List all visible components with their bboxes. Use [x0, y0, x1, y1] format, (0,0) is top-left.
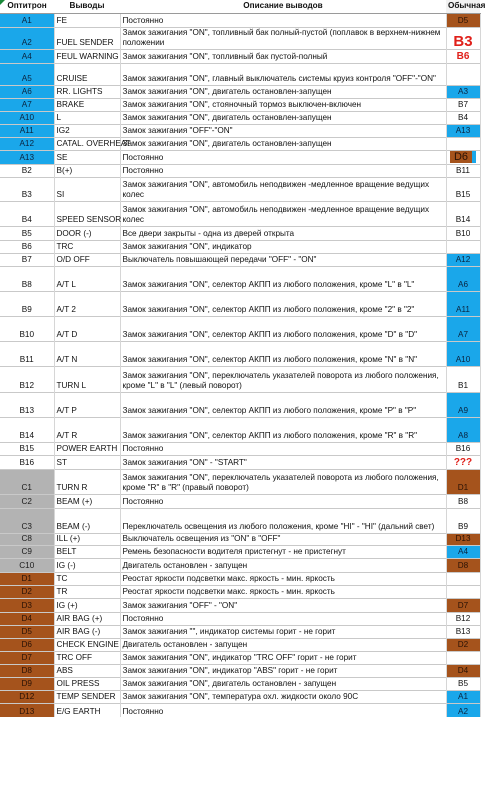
- pin-cell: D2: [0, 585, 54, 598]
- pin-cell: D12: [0, 690, 54, 703]
- table-row: [0, 316, 480, 341]
- wire-cell: IG2: [54, 124, 120, 137]
- table-row: [0, 341, 480, 366]
- standard-pin-cell: B13: [446, 625, 480, 638]
- table-row: [0, 455, 480, 469]
- table-row: [0, 651, 480, 664]
- table-row: [0, 469, 480, 494]
- pin-cell: B4: [0, 201, 54, 226]
- description-cell: Постоянно: [120, 150, 446, 164]
- pin-cell: A13: [0, 150, 54, 164]
- table-row: [0, 253, 480, 266]
- pin-cell: B5: [0, 226, 54, 240]
- pin-cell: B15: [0, 442, 54, 455]
- standard-pin-cell: [446, 63, 480, 85]
- description-cell: Замок зажигания "", индикатор системы горит - не горит: [120, 625, 446, 638]
- wire-cell: POWER EARTH: [54, 442, 120, 455]
- standard-pin-cell: B1: [446, 366, 480, 392]
- wire-cell: TC: [54, 572, 120, 585]
- pin-cell: D6: [0, 638, 54, 651]
- standard-pin-cell: A3: [446, 85, 480, 98]
- description-cell: Двигатель остановлен - запущен: [120, 638, 446, 651]
- description-cell: Постоянно: [120, 703, 446, 717]
- wire-cell: TRC OFF: [54, 651, 120, 664]
- standard-pin-cell: A2: [446, 703, 480, 717]
- description-cell: Замок зажигания "ON" - "START": [120, 455, 446, 469]
- table-row: [0, 13, 480, 27]
- description-cell: Постоянно: [120, 494, 446, 508]
- table-row: [0, 494, 480, 508]
- description-cell: Замок зажигания "ON", индикатор "ABS" горит - не горит: [120, 664, 446, 677]
- wire-cell: FEUL WARNING: [54, 49, 120, 63]
- table-row: [0, 150, 480, 164]
- wire-cell: CATAL. OVERHEAT: [54, 137, 120, 150]
- description-cell: Замок зажигания "ON", переключатель указателей поворота из любого положения, кроме "R" в "R" (правый поворот): [120, 469, 446, 494]
- table-row: [0, 164, 480, 177]
- wire-cell: SI: [54, 177, 120, 201]
- table-row: [0, 572, 480, 585]
- table-row: [0, 558, 480, 572]
- description-cell: Замок зажигания "ON", стояночный тормоз выключен-включен: [120, 98, 446, 111]
- header-pin: Оптитрон: [0, 0, 54, 13]
- standard-pin-cell: [446, 585, 480, 598]
- pin-cell: A12: [0, 137, 54, 150]
- pin-cell: C3: [0, 508, 54, 533]
- standard-pin-cell: A12: [446, 253, 480, 266]
- description-cell: Замок зажигания "ON", двигатель остановлен-запущен: [120, 85, 446, 98]
- standard-pin-cell: B9: [446, 508, 480, 533]
- pin-cell: B12: [0, 366, 54, 392]
- pin-cell: C10: [0, 558, 54, 572]
- pin-cell: B7: [0, 253, 54, 266]
- table-row: [0, 703, 480, 717]
- table-row: [0, 690, 480, 703]
- standard-pin-cell: D13: [446, 533, 480, 545]
- standard-pin-cell: [446, 150, 480, 164]
- standard-pin-cell: D4: [446, 664, 480, 677]
- wire-cell: IG (-): [54, 558, 120, 572]
- description-cell: Замок зажигания "ON", двигатель остановлен-запущен: [120, 111, 446, 124]
- standard-pin-cell: B10: [446, 226, 480, 240]
- wire-cell: AIR BAG (-): [54, 625, 120, 638]
- pin-cell: B6: [0, 240, 54, 253]
- standard-pin-cell: A9: [446, 392, 480, 417]
- table-row: [0, 27, 480, 49]
- wire-cell: IG (+): [54, 598, 120, 612]
- description-cell: Замок зажигания "ON", двигатель остановлен-запущен: [120, 137, 446, 150]
- description-cell: Замок зажигания "ON", индикатор: [120, 240, 446, 253]
- table-body: [0, 13, 480, 717]
- standard-pin-cell: A13: [446, 124, 480, 137]
- wire-cell: A/T P: [54, 392, 120, 417]
- wire-cell: CRUISE: [54, 63, 120, 85]
- table-row: [0, 638, 480, 651]
- table-row: [0, 137, 480, 150]
- table-row: [0, 124, 480, 137]
- wire-cell: TR: [54, 585, 120, 598]
- wire-cell: SE: [54, 150, 120, 164]
- standard-pin-cell: B6: [446, 49, 480, 63]
- standard-pin-cell: B11: [446, 164, 480, 177]
- description-cell: Замок зажигания "ON", двигатель остановлен - запущен: [120, 677, 446, 690]
- description-cell: Замок зажигания "ON", индикатор "TRC OFF" горит - не горит: [120, 651, 446, 664]
- standard-pin-cell: B14: [446, 201, 480, 226]
- standard-pin-cell: B5: [446, 677, 480, 690]
- table-row: [0, 266, 480, 291]
- pin-cell: B11: [0, 341, 54, 366]
- wire-cell: RR. LIGHTS: [54, 85, 120, 98]
- pin-cell: A6: [0, 85, 54, 98]
- description-cell: Замок зажигания "ON", селектор АКПП из любого положения, кроме "N" в "N": [120, 341, 446, 366]
- description-cell: Замок зажигания "ON", селектор АКПП из любого положения, кроме "2" в "2": [120, 291, 446, 316]
- pin-cell: A10: [0, 111, 54, 124]
- pin-cell: B3: [0, 177, 54, 201]
- pin-cell: A5: [0, 63, 54, 85]
- wire-cell: FE: [54, 13, 120, 27]
- standard-pin-cell: B15: [446, 177, 480, 201]
- description-cell: Выключатель повышающей передачи "OFF" - "ON": [120, 253, 446, 266]
- standard-pin-cell: [446, 572, 480, 585]
- table-row: [0, 63, 480, 85]
- pin-cell: A4: [0, 49, 54, 63]
- description-cell: Замок зажигания "ON", селектор АКПП из любого положения, кроме "L" в "L": [120, 266, 446, 291]
- header-obl: Обычная: [446, 0, 480, 13]
- standard-pin-cell: D2: [446, 638, 480, 651]
- pin-cell: D7: [0, 651, 54, 664]
- standard-pin-cell: B16: [446, 442, 480, 455]
- standard-pin-cell: B12: [446, 612, 480, 625]
- standard-pin-cell: A4: [446, 545, 480, 558]
- pin-cell: A11: [0, 124, 54, 137]
- standard-pin-cell: D1: [446, 469, 480, 494]
- description-cell: Постоянно: [120, 164, 446, 177]
- pin-cell: C9: [0, 545, 54, 558]
- table-row: [0, 49, 480, 63]
- header-desc: Описание выводов: [120, 0, 446, 13]
- standard-pin-cell: B4: [446, 111, 480, 124]
- description-cell: Реостат яркости подсветки макс. яркость - мин. яркость: [120, 572, 446, 585]
- table-row: [0, 442, 480, 455]
- wire-cell: SPEED SENSOR: [54, 201, 120, 226]
- table-row: [0, 585, 480, 598]
- wire-cell: CHECK ENGINE: [54, 638, 120, 651]
- header-wire: Выводы: [54, 0, 120, 13]
- wire-cell: A/T D: [54, 316, 120, 341]
- pin-cell: B8: [0, 266, 54, 291]
- standard-pin-cell: [446, 137, 480, 150]
- table-row: [0, 508, 480, 533]
- description-cell: Замок зажигания "ON", температура охл. жидкости около 90С: [120, 690, 446, 703]
- standard-pin-cell: A6: [446, 266, 480, 291]
- description-cell: Замок зажигания "ON", селектор АКПП из любого положения, кроме "P" в "P": [120, 392, 446, 417]
- table-row: [0, 240, 480, 253]
- description-cell: Замок зажигания "OFF"-"ON": [120, 124, 446, 137]
- table-row: [0, 612, 480, 625]
- standard-pin-cell: B3: [446, 27, 480, 49]
- description-cell: Реостат яркости подсветки макс. яркость - мин. яркость: [120, 585, 446, 598]
- wire-cell: TRC: [54, 240, 120, 253]
- pin-cell: D8: [0, 664, 54, 677]
- table-row: [0, 598, 480, 612]
- pin-cell: D13: [0, 703, 54, 717]
- standard-pin-cell: [446, 651, 480, 664]
- wire-cell: L: [54, 111, 120, 124]
- wire-cell: A/T L: [54, 266, 120, 291]
- table-row: [0, 392, 480, 417]
- description-cell: Замок зажигания "ON", автомобиль неподвижен -медленное вращение ведущих колес: [120, 201, 446, 226]
- wire-cell: O/D OFF: [54, 253, 120, 266]
- description-cell: Двигатель остановлен - запущен: [120, 558, 446, 572]
- wire-cell: A/T 2: [54, 291, 120, 316]
- standard-pin-highlight: D6: [450, 151, 476, 163]
- standard-pin-cell: ???: [446, 455, 480, 469]
- pin-cell: C1: [0, 469, 54, 494]
- standard-pin-cell: A7: [446, 316, 480, 341]
- wire-cell: E/G EARTH: [54, 703, 120, 717]
- pin-cell: B2: [0, 164, 54, 177]
- description-cell: Замок зажигания "ON", главный выключатель системы круиз контроля "OFF"-"ON": [120, 63, 446, 85]
- standard-pin-cell: D7: [446, 598, 480, 612]
- table-row: [0, 98, 480, 111]
- header-row: [0, 0, 480, 13]
- pin-cell: B10: [0, 316, 54, 341]
- table-row: [0, 625, 480, 638]
- pin-cell: C8: [0, 533, 54, 545]
- wire-cell: BELT: [54, 545, 120, 558]
- description-cell: Ремень безопасности водителя пристегнут - не пристегнут: [120, 545, 446, 558]
- pin-cell: D4: [0, 612, 54, 625]
- standard-pin-cell: A10: [446, 341, 480, 366]
- pin-cell: D3: [0, 598, 54, 612]
- wire-cell: TEMP SENDER: [54, 690, 120, 703]
- pin-cell: A2: [0, 27, 54, 49]
- table-row: [0, 417, 480, 442]
- wire-cell: BRAKE: [54, 98, 120, 111]
- wire-cell: FUEL SENDER: [54, 27, 120, 49]
- wire-cell: BEAM (+): [54, 494, 120, 508]
- wire-cell: BEAM (-): [54, 508, 120, 533]
- description-cell: Постоянно: [120, 442, 446, 455]
- description-cell: Замок зажигания "ON", топливный бак пустой-полный: [120, 49, 446, 63]
- description-cell: Постоянно: [120, 612, 446, 625]
- description-cell: Замок зажигания "ON", селектор АКПП из любого положения, кроме "R" в "R": [120, 417, 446, 442]
- table-row: [0, 545, 480, 558]
- pin-cell: C2: [0, 494, 54, 508]
- wire-cell: DOOR (-): [54, 226, 120, 240]
- wire-cell: A/T R: [54, 417, 120, 442]
- description-cell: Замок зажигания "ON", переключатель указателей поворота из любого положения, кроме "L" в "L" (левый поворот): [120, 366, 446, 392]
- standard-pin-cell: D5: [446, 13, 480, 27]
- pin-cell: A7: [0, 98, 54, 111]
- standard-pin-cell: D8: [446, 558, 480, 572]
- pin-cell: B9: [0, 291, 54, 316]
- standard-pin-cell: A11: [446, 291, 480, 316]
- description-cell: Замок зажигания "ON", топливный бак полный-пустой (поплавок в верхнем-нижнем положении: [120, 27, 446, 49]
- table-row: [0, 533, 480, 545]
- table-row: [0, 366, 480, 392]
- description-cell: Замок зажигания "OFF" - "ON": [120, 598, 446, 612]
- pin-cell: B13: [0, 392, 54, 417]
- description-cell: Постоянно: [120, 13, 446, 27]
- corner-marker-icon: [0, 0, 5, 5]
- wire-cell: AIR BAG (+): [54, 612, 120, 625]
- description-cell: Замок зажигания "ON", автомобиль неподвижен -медленное вращение ведущих колес: [120, 177, 446, 201]
- table-row: [0, 677, 480, 690]
- pin-cell: D5: [0, 625, 54, 638]
- description-cell: Переключатель освещения из любого положения, кроме "HI" - "HI" (дальний свет): [120, 508, 446, 533]
- pin-cell: A1: [0, 13, 54, 27]
- standard-pin-cell: A1: [446, 690, 480, 703]
- standard-pin-cell: A8: [446, 417, 480, 442]
- wire-cell: TURN L: [54, 366, 120, 392]
- pin-cell: D9: [0, 677, 54, 690]
- standard-pin-cell: B7: [446, 98, 480, 111]
- wire-cell: ILL (+): [54, 533, 120, 545]
- table-row: [0, 85, 480, 98]
- table-row: [0, 664, 480, 677]
- pin-cell: D1: [0, 572, 54, 585]
- wire-cell: OIL PRESS: [54, 677, 120, 690]
- table-row: [0, 226, 480, 240]
- pin-cell: B14: [0, 417, 54, 442]
- description-cell: Замок зажигания "ON", селектор АКПП из любого положения, кроме "D" в "D": [120, 316, 446, 341]
- table-row: [0, 177, 480, 201]
- wire-cell: A/T N: [54, 341, 120, 366]
- wire-cell: ST: [54, 455, 120, 469]
- standard-pin-cell: B8: [446, 494, 480, 508]
- wire-cell: TURN R: [54, 469, 120, 494]
- table-row: [0, 111, 480, 124]
- table-row: [0, 201, 480, 226]
- wire-cell: ABS: [54, 664, 120, 677]
- description-cell: Все двери закрыты - одна из дверей открыта: [120, 226, 446, 240]
- pin-cell: B16: [0, 455, 54, 469]
- wire-cell: B(+): [54, 164, 120, 177]
- standard-pin-cell: [446, 240, 480, 253]
- description-cell: Выключатель освещения из "ON" в "OFF": [120, 533, 446, 545]
- table-row: [0, 291, 480, 316]
